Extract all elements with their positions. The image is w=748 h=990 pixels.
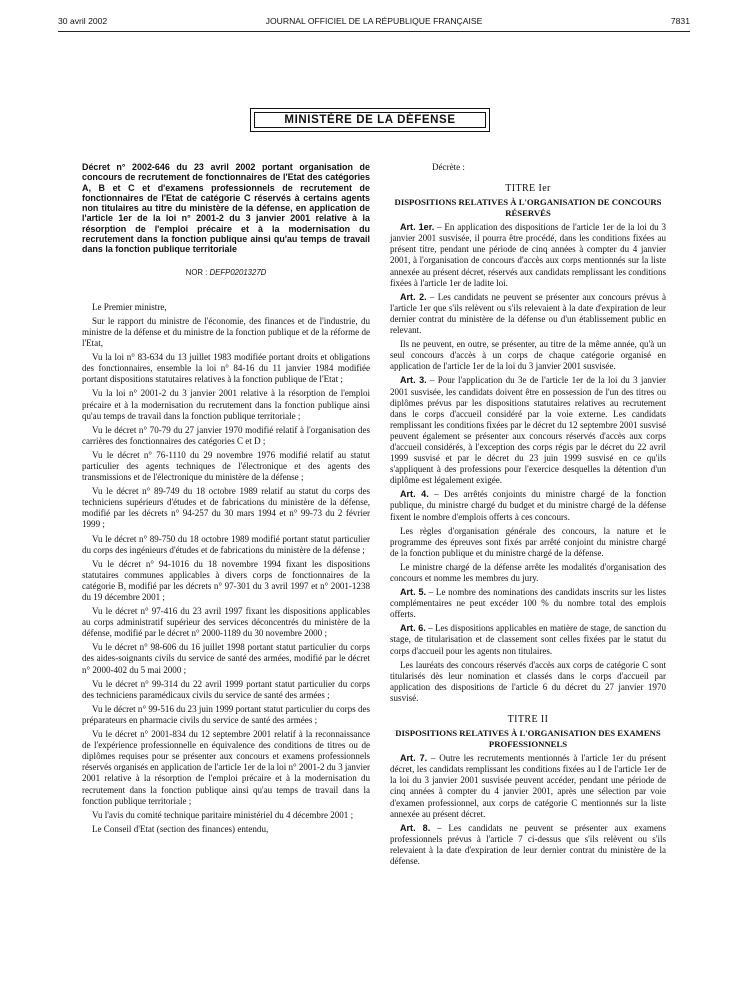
article-text: – Les dispositions applicables en matière de stage, de sanction du stage, de titularisation et de classement sont celles fixées par le statut du corps d'accueil pour les agents non titulaires. [390,623,667,656]
titre-2-heading: DISPOSITIONS RELATIVES À L'ORGANISATION DES EXAMENS PROFESSIONNELS [395,728,661,749]
article-text: – En application des dispositions de l'article 1er de la loi du 3 janvier 2001 susvisée, il pourra être procédé, dans les conditions fixées au présent titre, pendant une période de cinq années à compter du 4 janvier 2001, à l'organisation de concours d'accès aux corps mentionnés sur la liste annexée au présent décret, réservés aux candidats remplissant les conditions fixées à l'article 1er de ladite loi. [390,222,666,288]
right-column [390,162,666,870]
preamble-paragraph: Vu le décret n° 98-606 du 16 juillet 1998 portant statut particulier du corps des aides-soignants civils du service de santé des armées, modifié par le décret n° 2000-402 du 5 mai 2000 ; [82,642,370,675]
page-header [58,16,690,30]
article-label: Art. 2. [400,291,427,302]
article-label: Art. 6. [400,623,426,634]
article-3 [390,375,666,486]
article-text: – Le nombre des nominations des candidats inscrits sur les listes complémentaires ne peut excéder 100 % du nombre total des emplois offerts. [390,587,667,620]
header-journal-title: JOURNAL OFFICIEL DE LA RÉPUBLIQUE FRANÇAISE [265,16,483,26]
titre-1-label: TITRE Ier [505,183,551,195]
article-label: Art. 7. [400,753,428,764]
article-label: Art. 8. [400,822,431,833]
preamble-paragraph: Vu le décret n° 76-1110 du 29 novembre 1976 modifié relatif au statut particulier des agents techniques de l'électronique et des agents des transmissions et de l'électronique du ministère de la défense ; [82,449,370,483]
preamble-paragraph: Vu le décret n° 97-416 du 23 avril 1997 fixant les dispositions applicables au corps administratif supérieur des services déconcentrés du ministère de la défense, modifié par le décret n° 2000-1189 du 30 novembre 2000 ; [82,606,370,639]
preamble-paragraph: Vu le décret n° 89-749 du 18 octobre 1989 relatif au statut du corps des techniciens supérieurs d'études et de fabrications du ministère de la défense, modifié par les décrets n° 94-257 du 30 mars 1994 et n° 99-73 du 2 février 1999 ; [82,486,370,530]
article-paragraph: Les lauréats des concours réservés d'accès aux corps de catégorie C sont titularisés dès leur nomination et classés dans le corps d'accueil par application des dispositions de l'article 6 du décret du 27 janvier 1970 susvisé. [390,659,666,703]
preamble-paragraph: Vu la loi n° 83-634 du 13 juillet 1983 modifiée portant droits et obligations des fonctionnaires, ensemble la loi n° 84-16 du 11 janvier 1984 modifiée portant dispositions statutaires relatives à la fonction publique de l'Etat ; [82,352,370,385]
article-7 [390,753,666,820]
article-6 [390,623,666,656]
article-paragraph: Ils ne peuvent, en outre, se présenter, au titre de la même année, qu'à un seul concours d'accès à un corps de chaque catégorie organisé en application de l'article 1er de la loi du 3 janvier 2001 susvisée. [390,339,666,372]
preamble-paragraph: Sur le rapport du ministre de l'économie, des finances et de l'industrie, du ministre de la défense et du ministre de la fonction publique et de la réforme de l'Etat, [82,315,370,349]
article-text: – Les candidats ne peuvent se présenter aux concours prévus à l'article 1er que s'ils relèvent ou s'ils relevaient à la date d'expiration de leur dernier contrat du ministère de la défense ou d'un établissement public en relevant. [390,291,666,336]
preamble-paragraph: Vu le décret n° 99-516 du 23 juin 1999 portant statut particulier du corps des préparateurs en pharmacie civils du service de santé des armées ; [82,703,370,725]
article-8 [390,823,666,867]
header-date: 30 avril 2002 [58,16,108,26]
titre-1-heading: DISPOSITIONS RELATIVES À L'ORGANISATION DE CONCOURS RÉSERVÉS [394,197,662,218]
header-page-number: 7831 [670,16,690,26]
article-label: Art. 3. [400,375,427,386]
article-1 [390,222,666,289]
nor-reference [82,267,370,278]
left-column [82,162,370,838]
preamble-paragraph: Vu le décret n° 99-314 du 22 avril 1999 portant statut particulier du corps des techniciens paramédicaux civils du service de santé des armées ; [82,678,370,700]
article-paragraph: Les règles d'organisation générale des concours, la nature et le programme des épreuves sont fixés par arrêté conjoint du ministre chargé de la fonction publique et du ministre chargé de la défense. [390,525,666,558]
article-text: – Des arrêtés conjoints du ministre chargé de la fonction publique, du ministre chargé du budget et du ministre chargé de la défense fixent le nombre d'emplois offerts à ces concours. [390,489,666,522]
preamble-paragraph: Vu le décret n° 94-1016 du 18 novembre 1994 fixant les dispositions statutaires communes applicables à divers corps de fonctionnaires de la catégorie B, modifié par les décrets n° 97-301 du 3 avril 1997 et n° 2001-1238 du 19 décembre 2001 ; [82,558,370,603]
article-text: – Pour l'application du 3e de l'article 1er de la loi du 3 janvier 2001 susvisée, les candidats doivent être en possession de l'un des titres ou diplômes prévus par les dispositions statutaires relatives au recrutement dans le corps d'accueil considéré par la voie externe. Les candidats remplissant les conditions fixées par le décret du 12 septembre 2001 susvisé peuvent également se présenter aux concours réservés d'accès aux corps d'accueil considérés, à l'exception des corps régis par le décret du 22 avril 1999 susvisé et par le décret du 23 juin 1999 susvisé en ce qu'ils s'appliquent à des professions pour l'exercice desquelles la détention d'un diplôme est légalement exigée. [390,375,666,486]
preamble-paragraph: Le Premier ministre, [92,301,167,312]
article-2 [390,292,666,336]
article-label: Art. 4. [400,489,429,500]
preamble-paragraph: Vu l'avis du comité technique paritaire ministériel du 4 décembre 2001 ; [92,809,354,820]
article-4 [390,489,666,522]
article-text: – Les candidats ne peuvent se présenter aux examens professionnels prévus à l'article 7 ci-dessus que s'ils relèvent ou s'ils relevaient à la date d'expiration de leur dernier contrat du ministère de la défense. [390,822,667,866]
article-text: – Outre les recrutements mentionnés à l'article 1er du présent décret, les candidats remplissant les conditions fixées au I de l'article 1er de la loi du 3 janvier 2001 susvisée peuvent accéder, pendant une période de cinq années à compter du 4 janvier 2001, après une sélection par voie d'examen professionnel, aux corps de catégorie C mentionnés sur la liste annexée au présent décret. [390,753,666,819]
article-label: Art. 1er. [400,222,435,233]
nor-label: NOR : [185,267,208,277]
ministry-title: MINISTÈRE DE LA DÉFENSE [254,112,486,128]
article-paragraph: Le ministre chargé de la défense arrête les modalités d'organisation des concours et nomme les membres du jury. [390,561,666,583]
preamble-paragraph: Vu la loi n° 2001-2 du 3 janvier 2001 relative à la résorption de l'emploi précaire et à la modernisation du recrutement dans la fonction publique ainsi qu'au temps de travail dans la fonction publique territoriale ; [82,388,370,421]
preamble-paragraph: Vu le décret n° 70-79 du 27 janvier 1970 modifié relatif à l'organisation des carrières des fonctionnaires des catégories C et D ; [82,424,370,446]
titre-2-label: TITRE II [507,714,549,726]
preamble-paragraph: Vu le décret n° 89-750 du 18 octobre 1989 modifié portant statut particulier du corps des ingénieurs d'études et de fabrications du ministère de la défense ; [82,533,370,555]
decree-title: Décret n° 2002-646 du 23 avril 2002 portant organisation de concours de recrutement de fonctionnaires de l'Etat des catégories A, B et C et d'examens professionnels de recrutement de fonctionnaires de l'Etat de catégorie C réservés à certains agents non titulaires au titre du ministère de la défense, en application de l'article 1er de la loi n° 2001-2 du 3 janvier 2001 relative à la résorption de l'emploi précaire et à la modernisation du recrutement dans la fonction publique ainsi qu'au temps de travail dans la fonction publique territoriale [82,162,370,255]
decrete-line: Décrète : [432,162,465,172]
article-5 [390,587,666,620]
article-label: Art. 5. [400,587,427,598]
header-rule [58,31,690,32]
ministry-box [250,108,490,132]
nor-value: DEFP0201327D [209,267,267,277]
preamble-paragraph: Vu le décret n° 2001-834 du 12 septembre 2001 relatif à la reconnaissance de l'expérience professionnelle en équivalence des conditions de titres ou de diplômes requises pour se présenter aux concours et examens professionnels réservés organisés en application de l'article 1er de la loi n° 2001-2 du 3 janvier 2001 relative à la résorption de l'emploi précaire et à la modernisation du recrutement dans la fonction publique ainsi qu'au temps de travail dans la fonction publique territoriale ; [82,729,370,806]
preamble-paragraph: Le Conseil d'Etat (section des finances) entendu, [92,823,269,834]
